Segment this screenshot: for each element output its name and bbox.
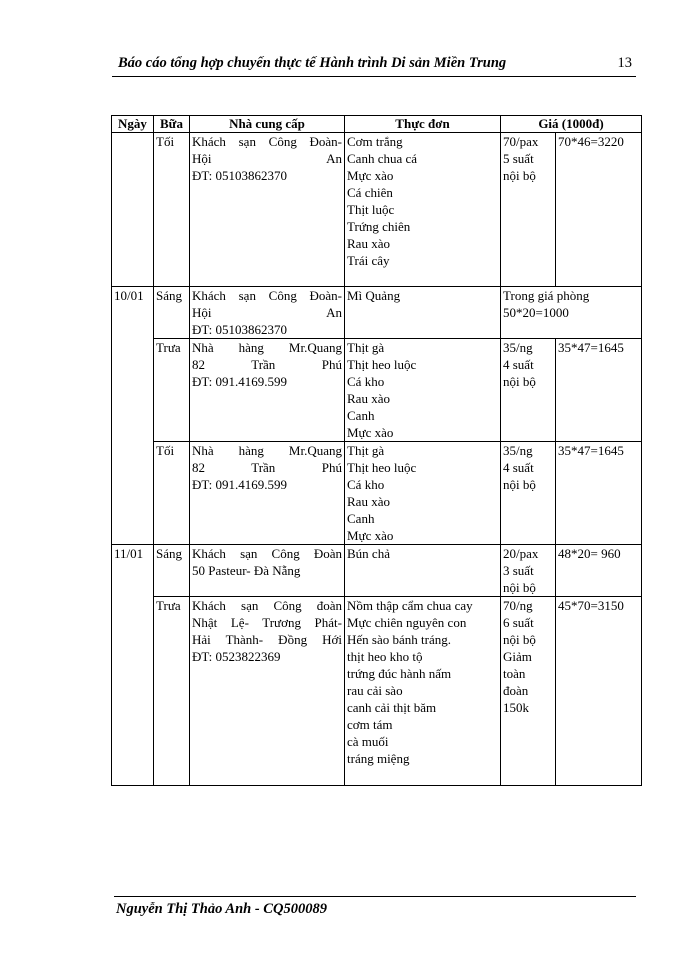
cell-meal: Sáng bbox=[154, 287, 190, 339]
cell-date bbox=[112, 133, 154, 287]
cell-line: Canh bbox=[347, 511, 375, 526]
cell-unit-price bbox=[501, 133, 556, 287]
cell-line: nội bộ bbox=[503, 374, 536, 389]
cell-line: Thịt luộc bbox=[347, 202, 395, 217]
cell-line: Mực xào bbox=[347, 528, 394, 543]
table-row bbox=[112, 442, 642, 545]
cell-line: toàn bbox=[503, 666, 526, 681]
cell-supplier bbox=[190, 545, 345, 597]
cell-unit-price bbox=[501, 339, 556, 442]
column-header-meal: Bữa bbox=[154, 116, 190, 133]
cell-total: 48*20= 960 bbox=[556, 545, 642, 597]
cell-meal: Sáng bbox=[154, 545, 190, 597]
cell-line: Hến sào bánh tráng. bbox=[347, 632, 451, 647]
cell-line: cơm tám bbox=[347, 717, 393, 732]
column-header-menu: Thực đơn bbox=[345, 116, 501, 133]
cell-line: Canh bbox=[347, 408, 375, 423]
cell-line: ĐT: 05103862370 bbox=[192, 168, 288, 183]
column-header-date: Ngày bbox=[112, 116, 154, 133]
cell-line: Hải Thành- Đồng Hới bbox=[192, 632, 342, 647]
cell-line: Thịt gà bbox=[347, 443, 385, 458]
cell-line: Mì Quảng bbox=[347, 288, 401, 303]
cell-line: 20/pax bbox=[503, 546, 539, 561]
cell-line: Khách sạn Công Đoàn bbox=[192, 546, 342, 561]
cell-line: ĐT: 0523822369 bbox=[192, 649, 281, 664]
cell-total: 45*70=3150 bbox=[556, 597, 642, 786]
footer-author: Nguyễn Thị Thảo Anh - CQ500089 bbox=[116, 901, 327, 917]
cell-line: nội bộ bbox=[503, 477, 536, 492]
cell-line: Cơm trắng bbox=[347, 134, 403, 149]
cell-line: Cá kho bbox=[347, 477, 385, 492]
cell-line: ĐT: 091.4169.599 bbox=[192, 477, 288, 492]
cell-line: tráng miệng bbox=[347, 751, 410, 766]
cell-date: 10/01 bbox=[112, 287, 154, 545]
cell-line: 50 Pasteur- Đà Nẵng bbox=[192, 563, 301, 578]
cell-line: rau cải sào bbox=[347, 683, 403, 698]
cell-line: Hội An bbox=[192, 151, 342, 166]
footer-rule bbox=[114, 896, 636, 897]
table-row bbox=[112, 133, 642, 287]
cell-line: 50*20=1000 bbox=[503, 305, 569, 320]
cell-line: Rau xào bbox=[347, 236, 390, 251]
cell-line: 82 Trần Phú bbox=[192, 357, 342, 372]
cell-line: Thịt heo luộc bbox=[347, 357, 417, 372]
meal-table bbox=[111, 115, 642, 786]
cell-line: 4 suất bbox=[503, 460, 534, 475]
page-header bbox=[112, 52, 636, 76]
table-row bbox=[112, 597, 642, 786]
cell-line: ĐT: 091.4169.599 bbox=[192, 374, 288, 389]
cell-menu bbox=[345, 133, 501, 287]
cell-line: canh cải thịt băm bbox=[347, 700, 437, 715]
cell-line: 70/ng bbox=[503, 598, 533, 613]
cell-meal: Trưa bbox=[154, 597, 190, 786]
header-title: Báo cáo tổng hợp chuyến thực tế Hành trình Di sản Miền Trung bbox=[118, 55, 507, 71]
cell-line: 35/ng bbox=[503, 340, 533, 355]
cell-line: trứng đúc hành nấm bbox=[347, 666, 452, 681]
cell-line: Rau xào bbox=[347, 391, 390, 406]
cell-line: 82 Trần Phú bbox=[192, 460, 342, 475]
cell-menu bbox=[345, 287, 501, 339]
cell-date: 11/01 bbox=[112, 545, 154, 786]
cell-menu bbox=[345, 597, 501, 786]
cell-total: 35*47=1645 bbox=[556, 339, 642, 442]
table-row bbox=[112, 545, 642, 597]
cell-line: Cá chiên bbox=[347, 185, 393, 200]
cell-line: Mực chiên nguyên con bbox=[347, 615, 467, 630]
cell-line: 6 suất bbox=[503, 615, 534, 630]
cell-line: nội bộ bbox=[503, 580, 536, 595]
cell-line: Rau xào bbox=[347, 494, 390, 509]
cell-line: Nồm thập cẩm chua cay bbox=[347, 598, 473, 613]
cell-line: 3 suất bbox=[503, 563, 534, 578]
cell-line: Giảm bbox=[503, 649, 532, 664]
cell-total: 70*46=3220 bbox=[556, 133, 642, 287]
cell-meal: Trưa bbox=[154, 339, 190, 442]
cell-price-note bbox=[501, 287, 642, 339]
cell-line: Hội An bbox=[192, 305, 342, 320]
cell-line: Mực xào bbox=[347, 425, 394, 440]
table-row bbox=[112, 339, 642, 442]
cell-line: nội bộ bbox=[503, 168, 536, 183]
cell-menu bbox=[345, 545, 501, 597]
cell-unit-price bbox=[501, 442, 556, 545]
cell-unit-price bbox=[501, 597, 556, 786]
cell-line: Khách sạn Công Đoàn- bbox=[192, 134, 342, 149]
cell-menu bbox=[345, 339, 501, 442]
cell-supplier bbox=[190, 287, 345, 339]
cell-supplier bbox=[190, 339, 345, 442]
cell-line: Thịt heo luộc bbox=[347, 460, 417, 475]
cell-line: Canh chua cá bbox=[347, 151, 418, 166]
cell-line: Khách sạn Công đoàn bbox=[192, 598, 342, 613]
cell-line: 5 suất bbox=[503, 151, 534, 166]
table-row bbox=[112, 287, 642, 339]
cell-line: thịt heo kho tộ bbox=[347, 649, 423, 664]
page-number: 13 bbox=[617, 55, 632, 71]
cell-line: Khách sạn Công Đoàn- bbox=[192, 288, 342, 303]
cell-line: 35/ng bbox=[503, 443, 533, 458]
cell-line: ĐT: 05103862370 bbox=[192, 322, 288, 337]
cell-line: nội bộ bbox=[503, 632, 536, 647]
cell-line: Thịt gà bbox=[347, 340, 385, 355]
cell-line: Nhật Lệ- Trương Phát- bbox=[192, 615, 342, 630]
cell-line: 4 suất bbox=[503, 357, 534, 372]
cell-line: Bún chả bbox=[347, 546, 390, 561]
cell-line: Nhà hàng Mr.Quang bbox=[192, 340, 342, 355]
table-body bbox=[112, 133, 642, 786]
cell-supplier bbox=[190, 597, 345, 786]
cell-unit-price bbox=[501, 545, 556, 597]
cell-meal: Tối bbox=[154, 442, 190, 545]
cell-line: cà muối bbox=[347, 734, 389, 749]
cell-total: 35*47=1645 bbox=[556, 442, 642, 545]
cell-line: 70/pax bbox=[503, 134, 539, 149]
cell-menu bbox=[345, 442, 501, 545]
table-header-row bbox=[112, 116, 642, 133]
cell-line: Trứng chiên bbox=[347, 219, 411, 234]
column-header-price: Giá (1000đ) bbox=[501, 116, 642, 133]
cell-line: Mực xào bbox=[347, 168, 394, 183]
cell-line: đoàn bbox=[503, 683, 529, 698]
cell-supplier bbox=[190, 133, 345, 287]
header-rule bbox=[112, 76, 636, 77]
cell-line: Nhà hàng Mr.Quang bbox=[192, 443, 342, 458]
cell-meal: Tối bbox=[154, 133, 190, 287]
cell-supplier bbox=[190, 442, 345, 545]
cell-line: 150k bbox=[503, 700, 529, 715]
cell-line: Trong giá phòng bbox=[503, 288, 590, 303]
column-header-supplier: Nhà cung cấp bbox=[190, 116, 345, 133]
cell-line: Trái cây bbox=[347, 253, 390, 268]
cell-line: Cá kho bbox=[347, 374, 385, 389]
